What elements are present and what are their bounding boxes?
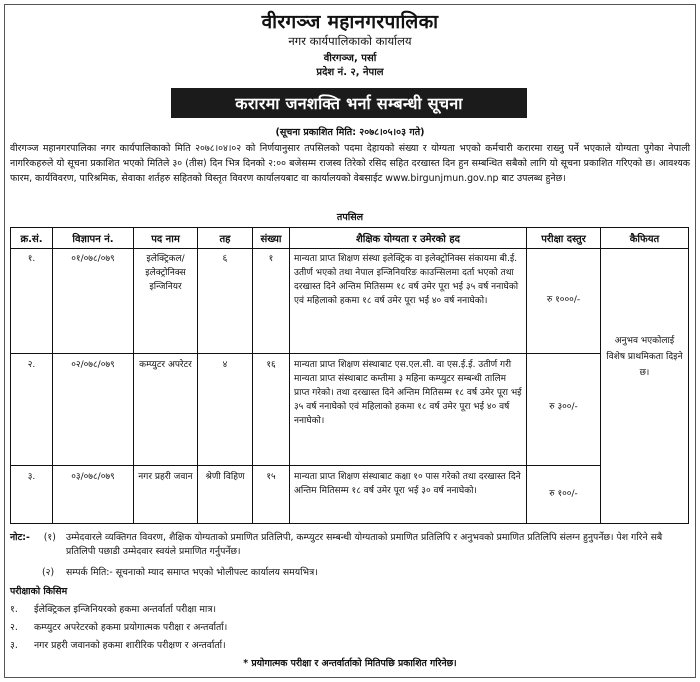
note-1-num: (१) [43, 532, 56, 543]
col-fee-header: परीक्षा दस्तुर [541, 234, 586, 245]
intro-paragraph: वीरगञ्ज महानगरपालिका नगर कार्यपालिकाको मिति २०७८।०४।०२ को निर्णयानुसार तपसिलको पदमा देहायको संख्या र योग्यता भएको कर्मचारी करारमा राख्नु पर्ने भएकाले योग्यता पुगेका नेपाली नागरिकहरुले यो सूचना प्रकाशित भएको मितिले ३० (तीस) दिन भित्र दिनको २:०० बजेसम्म राजस्व तिरेको रसिद सहित दरखास्त दिन हुन सम्बन्धित सबैको लागि यो सूचना प्रकाशित गरिएको छ। आवश्यक फारम, कार्यविवरण, पारिश्रमिक, सेवाका शर्तहरु सहितको विस्तृत विवरण कार्यालयबाट वा कार्यालयको वेबसाईट www.birgunjmun.gov.np बाट उपलब्ध हुनेछ। [10, 143, 690, 184]
notes-label: नोट:- [10, 532, 30, 543]
row-fee: रु १००/- [549, 489, 578, 499]
row-qualification: मान्यता प्राप्त शिक्षण संस्था इलेक्ट्रिक वा इलेक्ट्रोनिक्स संकायमा बी.ई. उतीर्ण भएको तथा नेपाल इन्जिनियरिङ काउन्सिलमा दर्ता भएको तथा दरखास्त दिने अन्तिम मितिसम्म १८ वर्ष उमेर पूरा भई ३५ वर्ष ननाघेको एवं महिलाको हकमा १८ वर्ष उमेर पूरा भई ४० वर्ष ननाघेको। [294, 254, 519, 306]
exam-item-num: १. [10, 604, 18, 615]
exam-item-text: ईलेक्ट्रिकल इन्जिनियरको हकमा अन्तर्वार्ता परीक्षा मात्र। [34, 604, 216, 615]
col-qualification-header: शैक्षिक योग्यता र उमेरको हद [356, 234, 460, 245]
exam-item-num: २. [10, 622, 18, 633]
exam-footnote: * प्रयोगात्मक परीक्षा र अन्तर्वार्ताको मितिपछि प्रकाशित गरिनेछ। [243, 658, 457, 669]
note-2-text: सम्पर्क मिति:- सूचनाको म्याद समाप्त भएको भोलीपल्ट कार्यालय समयभित्र। [66, 567, 318, 578]
row-post: इलेक्ट्रिकल/ इलेक्ट्रोनिक्स इन्जिनियर [145, 254, 186, 292]
note-1-text: उम्मेदवारले व्यक्तिगत विवरण, शैक्षिक योग्यताको प्रमाणित प्रतिलिपी, कम्प्युटर सम्बन्धी योग्यताको प्रमाणित प्रतिलिपि र अनुभवको प्रमाणित प्रतिलिपि संलग्न हुनुपर्नेछ। पेश गरिने सबै प्रतिलिपी पछाडी उम्मेदवार स्वयंले प्रमाणित गर्नुपर्नेछ। [66, 532, 663, 557]
row-sn: २. [27, 360, 36, 370]
col-sn-header: क्र.सं. [20, 234, 43, 245]
col-post-header: पद नाम [151, 234, 180, 245]
city: वीरगञ्ज, पर्सा [323, 53, 377, 64]
province: प्रदेश नं. २, नेपाल [316, 67, 384, 78]
row-adv-no: ०२/०७८/०७९ [71, 360, 115, 370]
notice-title: करारमा जनशक्ति भर्ना सम्बन्धी सूचना [171, 88, 527, 118]
exam-item-text: नगर प्रहरी जवानको हकमा शारीरिक परीक्षण र अन्तर्वार्ता। [34, 640, 226, 651]
row-level: ४ [222, 360, 228, 370]
row-fee: रु ३००/- [549, 402, 578, 412]
row-fee: रु १०००/- [546, 295, 581, 305]
row-count: १५ [266, 472, 276, 482]
col-level-header: तह [219, 234, 231, 245]
row-post: नगर प्रहरी जवान [138, 472, 193, 482]
row-adv-no: ०३/०७८/०७९ [71, 472, 115, 482]
col-adv-header: विज्ञापन नं. [72, 234, 114, 245]
published-date: (सूचना प्रकाशित मिति: २०७८।०५।०३ गते) [275, 127, 425, 138]
row-qualification: मान्यता प्राप्त शिक्षण संस्थाबाट एस.एल.सी. वा एस.ई.ई. उतीर्ण गरी मान्यता प्राप्त संस्थाबाट कम्तीमा ३ महिना कम्प्युटर सम्बन्धी तालिम प्राप्त गरेको। तथा दरखास्त दिने अन्तिम मितिसम्म १८ वर्ष उमेर पूरा भई ३५ वर्ष ननाघेको एवं महिलाको हकमा १८ वर्ष उमेर पूरा भई ४० वर्ष ननाघेको। [294, 360, 522, 426]
row-qualification: मान्यता प्राप्त शिक्षण संस्थाबाट कक्षा १० पास गरेको तथा दरखास्त दिने अन्तिम मितिसम्म १८ वर्ष उमेर पूरा भई ३० वर्ष ननाघेको। [294, 472, 521, 496]
row-level: ६ [222, 254, 228, 264]
row-post: कम्प्युटर अपरेटर [139, 360, 192, 370]
row-sn: १. [27, 254, 36, 264]
exam-item-text: कम्प्युटर अपरेटरको हकमा प्रयोगात्मक परीक्षा र अन्तर्वार्ता। [34, 622, 228, 633]
row-count: १ [268, 254, 274, 264]
row-level: श्रेणी विहिण [205, 472, 245, 482]
exam-title: परीक्षाको किसिम [10, 586, 68, 597]
remarks-cell: अनुभव भएकोलाई विशेष प्राथमिकता दिइने छ। [606, 336, 683, 378]
tapsil-label: तपसिल [336, 212, 364, 223]
row-sn: ३. [27, 472, 36, 482]
row-adv-no: ०१/०७८/०७९ [71, 254, 115, 264]
office-name: वीरगञ्ज महानगरपालिका [261, 11, 439, 33]
sub-office: नगर कार्यपालिकाको कार्यालय [288, 34, 412, 48]
col-count-header: संख्या [260, 234, 282, 245]
note-2-num: (२) [42, 567, 55, 578]
exam-item-num: ३. [10, 640, 18, 651]
row-count: १६ [266, 360, 276, 370]
col-remarks-header: कैफियत [629, 234, 660, 245]
